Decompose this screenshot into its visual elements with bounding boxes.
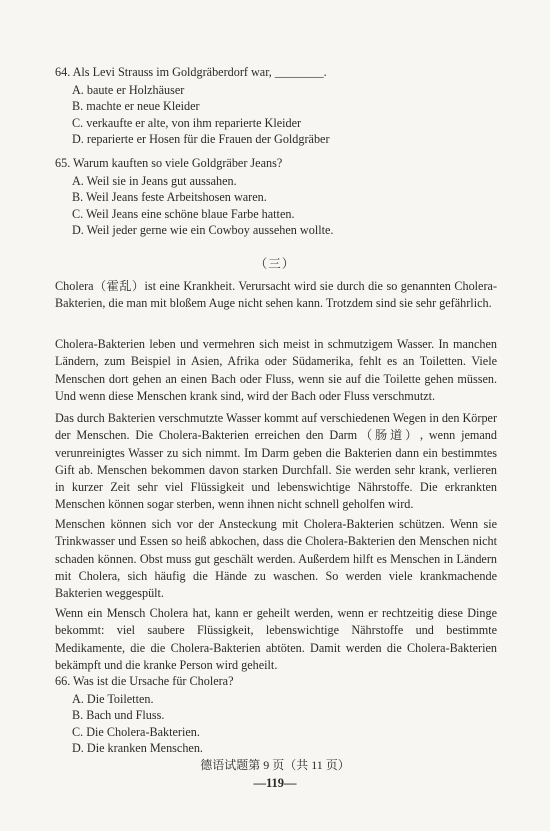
paragraph-1: Cholera（霍乱）ist eine Krankheit. Verursacht wird sie durch die so genannten Cholera-Bakterien, die man mit bloßem Auge nicht sehen kann. Trotzdem sind sie sehr gefährlich.	[55, 279, 497, 311]
question-66-option-c: C. Die Cholera-Bakterien.	[72, 724, 200, 739]
question-66-option-a: A. Die Toiletten.	[72, 691, 154, 706]
question-66-option-b: B. Bach und Fluss.	[72, 708, 165, 722]
question-64-option-b: B. machte er neue Kleider	[72, 99, 200, 113]
question-66-option-d: D. Die kranken Menschen.	[72, 741, 203, 755]
question-65-stem: 65. Warum kauften so viele Goldgräber Jeans?	[55, 156, 283, 170]
question-64-option-a: A. baute er Holzhäuser	[72, 82, 185, 97]
question-64	[55, 64, 330, 148]
paragraph-2: Cholera-Bakterien leben und vermehren sich meist in schmutzigem Wasser. In manchen Ländern, zum Beispiel in Asien, Afrika oder Südamerika, fehlt es an Toiletten. Viele Menschen dort gehen an einen Bach oder Fluss, wenn sie auf die Toilette gehen müssen. Und wenn diese Menschen krank sind, wird der Bach oder Fluss verschmutzt.	[55, 337, 497, 403]
question-65-option-d: D. Weil jeder gerne wie ein Cowboy aussehen wollte.	[72, 223, 334, 237]
section-title: （三）	[254, 257, 296, 271]
question-64-option-c: C. verkaufte er alte, von ihm reparierte Kleider	[72, 115, 302, 130]
question-65	[55, 155, 333, 239]
question-65-option-a: A. Weil sie in Jeans gut aussahen.	[72, 173, 237, 188]
paragraph-3: Das durch Bakterien verschmutzte Wasser kommt auf verschiedenen Wegen in den Körper der Menschen. Die Cholera-Bakterien erreichen den Darm（肠道）, wenn jemand verunreinigtes Wasser zu sich nimmt. Im Darm geben die Bakterien dann ein bestimmtes Gift ab. Menschen bekommen davon starken Durchfall. Sie werden sehr krank, verlieren in kurzer Zeit sehr viel Flüssigkeit und lebenswichtige Nährstoffe. Die erkrankten Menschen können sogar sterben, wenn ihnen nicht schnell geholfen wird.	[55, 411, 497, 512]
question-65-option-b: B. Weil Jeans feste Arbeitshosen waren.	[72, 190, 267, 204]
question-66	[55, 673, 234, 757]
paragraph-5: Wenn ein Mensch Cholera hat, kann er geheilt werden, wenn er rechtzeitig diese Dinge bekommt: viel saubere Flüssigkeit, lebenswichtige Nährstoffe und bestimmte Medikamente, die die Cholera-Bakterien abtöten. Damit werden die Cholera-Bakterien bekämpft und die kranke Person wird geheilt.	[55, 606, 497, 672]
page-number: —119—	[253, 776, 297, 790]
paragraph-4: Menschen können sich vor der Ansteckung mit Cholera-Bakterien schützen. Wenn sie Trinkwasser und Essen so heiß abkochen, dass die Cholera-Bakterien den Menschen nicht schaden können. Obst muss gut geschält werden. Außerdem hilft es Menschen in Ländern mit Cholera, sich häufig die Hände zu waschen. So werden viele krankmachende Bakterien weggespült.	[55, 517, 497, 601]
question-64-stem: 64. Als Levi Strauss im Goldgräberdorf war, ________.	[55, 65, 327, 79]
question-64-option-d: D. reparierte er Hosen für die Frauen der Goldgräber	[72, 132, 330, 146]
question-66-stem: 66. Was ist die Ursache für Cholera?	[55, 674, 234, 688]
question-65-option-c: C. Weil Jeans eine schöne blaue Farbe hatten.	[72, 206, 295, 221]
page-footer-label: 德语试题第 9 页（共 11 页）	[200, 758, 350, 772]
